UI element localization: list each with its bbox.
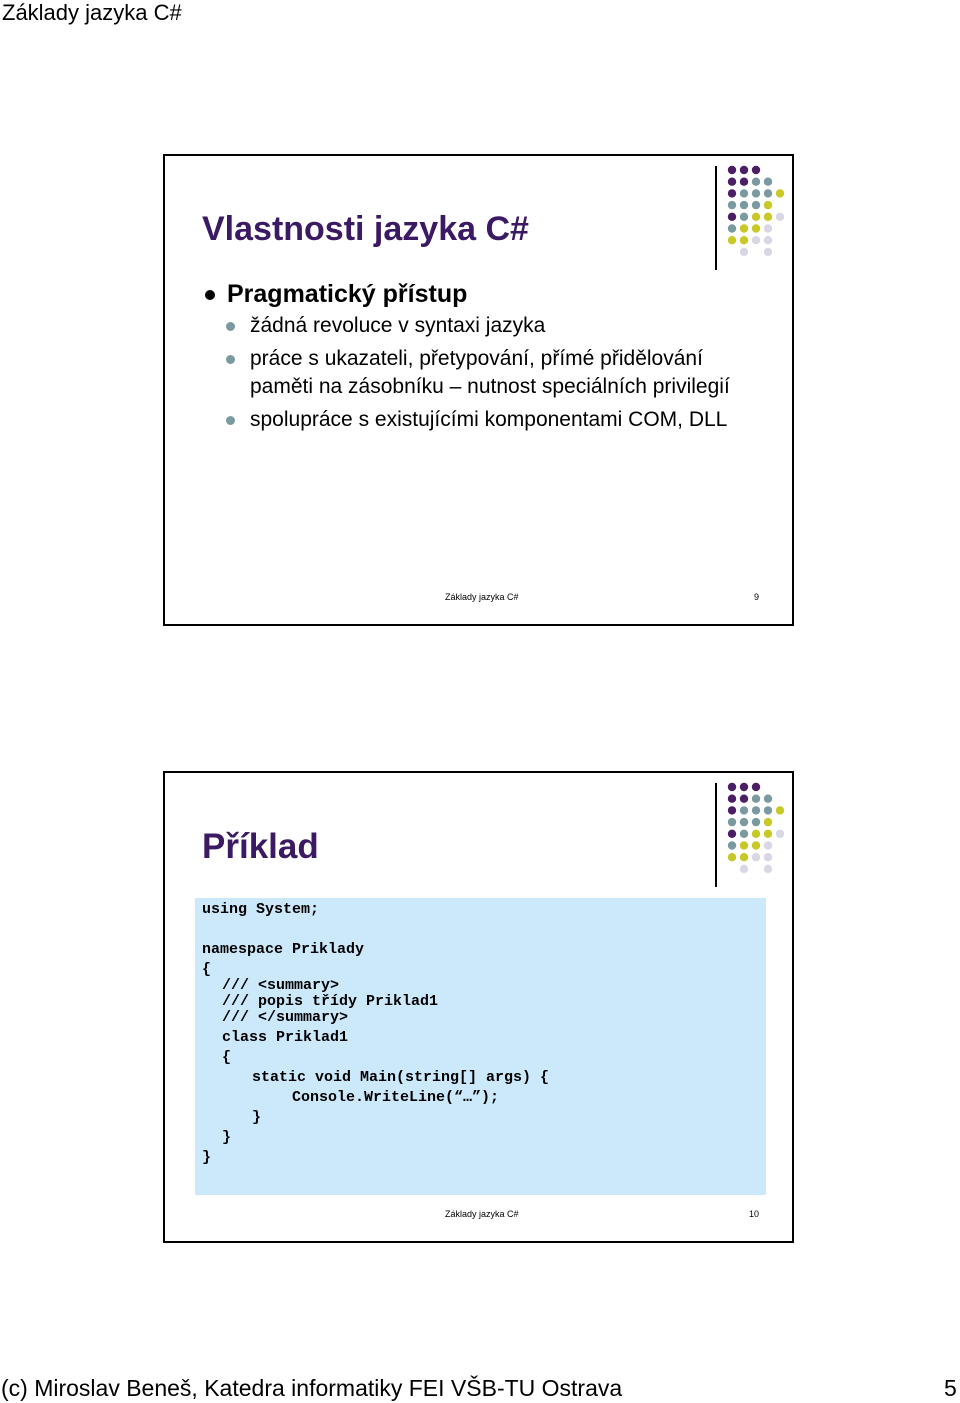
decor-dot	[752, 213, 760, 221]
decor-dot	[740, 189, 748, 197]
decor-dot	[752, 806, 760, 814]
code-line: }	[202, 1149, 212, 1166]
decor-dot	[752, 189, 760, 197]
decor-dot	[764, 830, 772, 838]
subbullet-3: spolupráce s existujícími komponentami COM, DLL	[202, 406, 762, 434]
code-line: Console.WriteLine(“…”);	[292, 1089, 500, 1106]
decor-dot	[740, 166, 748, 174]
code-line: {	[202, 961, 212, 978]
decor-dot	[752, 236, 760, 244]
decor-dot	[776, 189, 784, 197]
code-line: /// </summary>	[222, 1009, 349, 1026]
code-line: }	[252, 1109, 262, 1126]
slide-10	[163, 771, 794, 1243]
decor-dot	[752, 853, 760, 861]
code-line: using System;	[202, 901, 320, 918]
decor-dot	[728, 783, 736, 791]
decor-dot	[728, 806, 736, 814]
code-line: class Priklad1	[222, 1029, 349, 1046]
decor-dot	[740, 818, 748, 826]
decor-dot	[728, 830, 736, 838]
decor-dot	[728, 166, 736, 174]
decor-dot	[740, 236, 748, 244]
decor-dot	[728, 189, 736, 197]
decor-dot	[752, 783, 760, 791]
decor-dot	[728, 201, 736, 209]
decor-dot	[752, 201, 760, 209]
code-block	[195, 898, 766, 1195]
code-line: /// popis třídy Priklad1	[222, 993, 439, 1010]
decor-dot	[776, 806, 784, 814]
page-number: 5	[944, 1375, 957, 1401]
decor-dot	[752, 818, 760, 826]
bullet-list	[202, 278, 762, 439]
decor-dot	[740, 795, 748, 803]
slide-footer-text: Základy jazyka C#	[445, 1209, 519, 1219]
bullet-main: Pragmatický přístup	[202, 278, 762, 310]
code-line: }	[222, 1129, 232, 1146]
decor-dot	[764, 853, 772, 861]
decor-dot	[764, 806, 772, 814]
page-header-title: Základy jazyka C#	[2, 0, 182, 25]
slide-title: Vlastnosti jazyka C#	[202, 210, 529, 248]
code-line: static void Main(string[] args) {	[252, 1069, 550, 1086]
decor-dot	[740, 806, 748, 814]
decor-dot	[764, 841, 772, 849]
slide-9	[163, 154, 794, 626]
slide-number: 9	[754, 592, 760, 602]
subbullet-2: práce s ukazateli, přetypování, přímé přidělování paměti na zásobníku – nutnost speciálních privilegií	[202, 345, 762, 401]
decor-dot	[728, 178, 736, 186]
subbullet-1: žádná revoluce v syntaxi jazyka	[202, 312, 762, 340]
decor-dot	[740, 783, 748, 791]
decor-dot	[776, 830, 784, 838]
decor-dot	[764, 178, 772, 186]
decor-dot	[728, 213, 736, 221]
decor-dot	[728, 818, 736, 826]
decor-dot	[764, 248, 772, 256]
decor-dot	[764, 189, 772, 197]
decor-dot	[728, 795, 736, 803]
decor-dot	[764, 795, 772, 803]
code-line: /// <summary>	[222, 977, 340, 994]
decor-dot	[728, 224, 736, 232]
slide-title: Příklad	[202, 827, 319, 866]
decor-dot	[764, 213, 772, 221]
page-footer-copyright: (c) Miroslav Beneš, Katedra informatiky FEI VŠB-TU Ostrava	[1, 1375, 623, 1401]
decor-dot	[740, 201, 748, 209]
decor-dot	[764, 818, 772, 826]
slide-footer-text: Základy jazyka C#	[445, 592, 519, 602]
decor-dot	[752, 841, 760, 849]
slide-number: 10	[749, 1209, 760, 1219]
decor-dot	[740, 865, 748, 873]
decor-dot	[728, 853, 736, 861]
decor-dot	[728, 236, 736, 244]
decor-dot	[740, 853, 748, 861]
decor-dot	[752, 224, 760, 232]
decor-dot	[740, 248, 748, 256]
decor-dot	[740, 178, 748, 186]
decor-dot	[776, 213, 784, 221]
code-line: {	[222, 1049, 232, 1066]
decor-dot	[752, 830, 760, 838]
decor-dot	[752, 178, 760, 186]
decor-dot	[740, 224, 748, 232]
decor-dot	[752, 795, 760, 803]
decor-dot	[752, 166, 760, 174]
decor-dot	[740, 841, 748, 849]
decor-dot	[764, 201, 772, 209]
decor-dot	[764, 865, 772, 873]
decor-dot	[728, 841, 736, 849]
code-line: namespace Priklady	[202, 941, 365, 958]
decor-dot	[740, 213, 748, 221]
decor-dot	[764, 224, 772, 232]
decor-dot	[740, 830, 748, 838]
decor-dot	[764, 236, 772, 244]
